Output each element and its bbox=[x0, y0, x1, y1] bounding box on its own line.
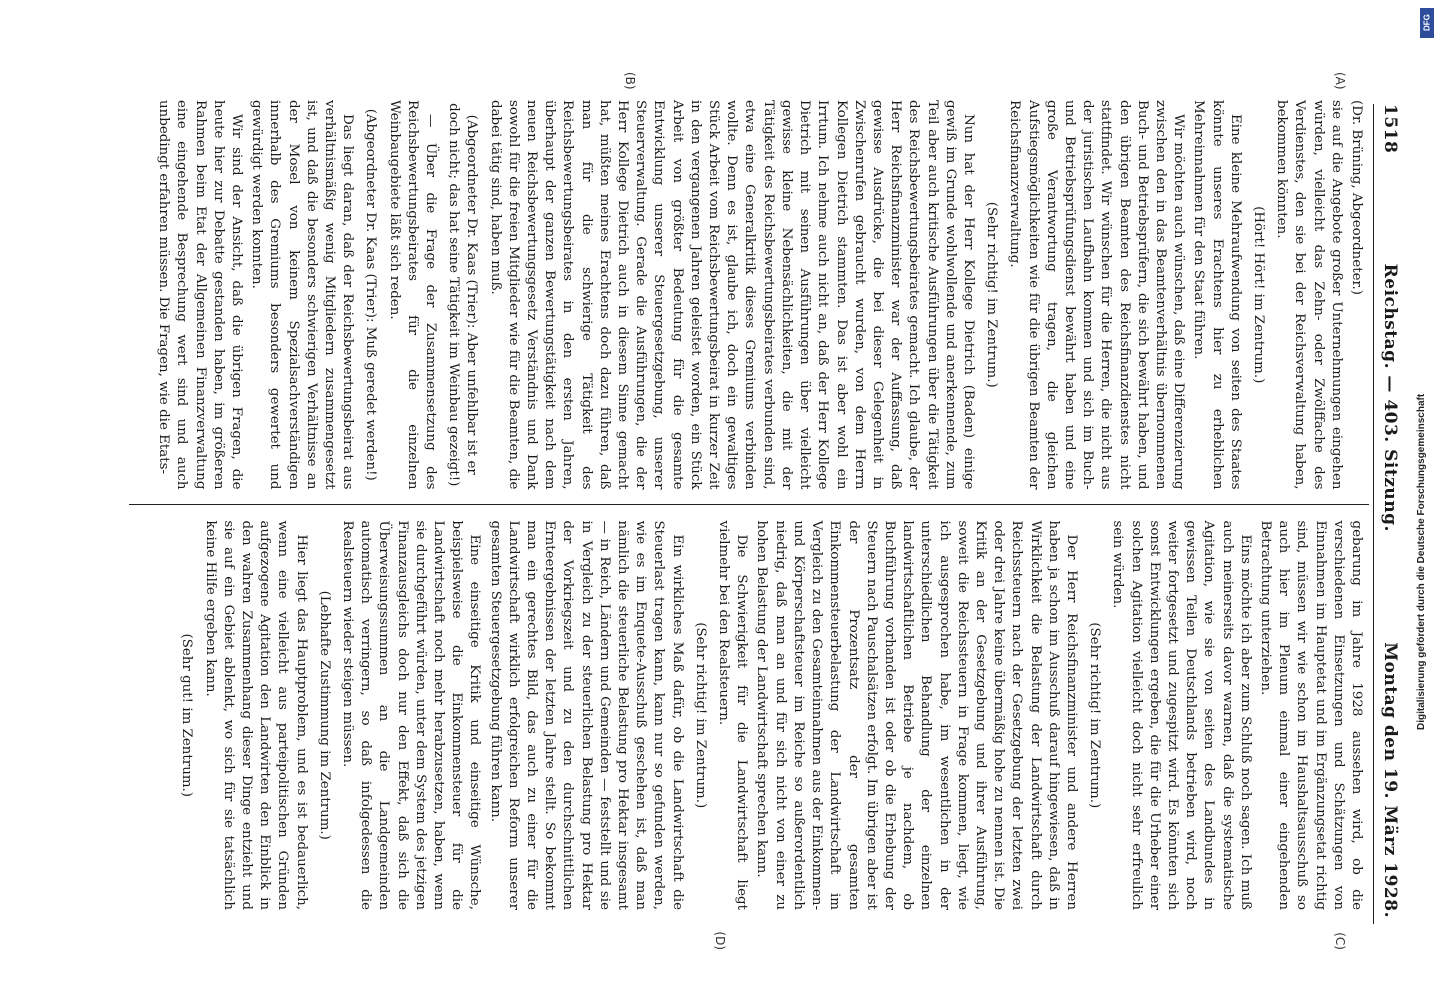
margin-marker-a: (A) bbox=[1333, 72, 1347, 90]
speaker-line: (Dr. Brüning, Abgeordneter.) bbox=[1349, 100, 1364, 295]
margin-marker-b: (B) bbox=[623, 72, 637, 90]
interjection: (Sehr richtig! im Zentrum.) bbox=[984, 201, 1000, 388]
page-date: Montag den 19. März 1928. bbox=[1380, 642, 1400, 918]
paragraph: Wir sind der Ansicht, daß die übrigen Fragen, die heute hier zur Debatte gestanden haben, im größeren Rahmen beim Etat der Allgemeinen Finanzverwaltung eine eingehende Besprechung wert sind und auch unbedingt erfahren müssen. Die Fragen, wie die Etats- bbox=[156, 100, 245, 490]
interjection: (Sehr gut! im Zentrum.) bbox=[179, 633, 195, 797]
paragraph: Eine kleine Mehraufwendung von seiten des Staates könnte unseres Erachtens hier zu erheblichen Mehreinnahmen für den Staat führen. bbox=[1191, 100, 1243, 490]
document-page bbox=[88, 54, 1418, 954]
paragraph: Das liegt daran, daß der Reichsbewertungsbeirat aus verhältnismäßig wenig Mitgliedern zusammengesetzt ist, und daß die besonders schwierigen Verhältnisse an der Mosel von keinem Spezialsachverständigen innerhalb des Gremiums besonders gewertet und gewürdigt werden konnten. bbox=[249, 100, 356, 490]
interjection: (Sehr richtig! im Zentrum.) bbox=[692, 622, 708, 809]
paragraph: Der Herr Reichsfinanzminister und andere Herren haben ja schon im Ausschuß darauf hingewiesen, daß in Wirklichkeit die Belastung der Landwirtschaft durch Reichssteuern nach der Gesetzgebung der letzten zwei oder drei Jahre keine übermäßig hohe zu nennen ist. Die Kritik an der Gesetzgebung und ihrer Ausführung, soweit die Reichssteuern in Frage kommen, liegt, wie ich ausgesprochen habe, im wesentlichen in der unterschiedlichen Behandlung der einzelnen landwirtschaftlichen Betriebe je nachdem, ob Buchführung vorhanden ist oder ob die Erhebung der Steuern nach Pauschalsätzen erfolgt. Im übrigen aber ist der Prozentsatz der gesamten Einkommensteuerbelastung der Landwirtschaft im Vergleich zu den Gesamteinnahmen aus der Einkommen- und Körperschaftsteuer im Reiche so außerordentlich niedrig, daß man an und für sich nicht von einer zu hohen Belastung der Landwirtschaft sprechen kann. bbox=[754, 520, 1079, 910]
interjection: (Abgeordneter Dr. Kaas (Trier): Muß geredet werden!) bbox=[363, 108, 379, 481]
margin-marker-d: (D) bbox=[713, 931, 727, 950]
page-number: 1518 bbox=[1380, 104, 1400, 154]
paragraph: gebarung im Jahre 1928 aussehen wird, ob die verschiedenen Einsetzungen und Schätzungen von Einnahmen im Hauptetat und im Ergänzungsetat richtig sind, müssen wir wie schon im Haushaltsausschuß so auch hier im Plenum einmal einer eingehenden Betrachtung unterziehen. bbox=[1257, 520, 1364, 910]
digitization-strip bbox=[1408, 10, 1434, 990]
paragraph: Wir möchten auch wünschen, daß eine Differenzierung zwischen den in das Beamtenverhältnis übernommenen Buch- und Betriebsprüfern, die sich bewährt haben, und den übrigen Beamten des Reichsfinanzdienstes nicht stattfindet. Wir wünschen für die Herren, die nicht aus der juristischen Laufbahn kommen und sich im Buch- und Betriebsprüfungsdienst bewährt haben und eine große Verantwortung tragen, die gleichen Aufstiegsmöglichkeiten wie für die übrigen Beamten der Reichsfinanzverwaltung. bbox=[1007, 100, 1187, 490]
page-title: Reichstag. — 403. Sitzung. bbox=[1380, 263, 1400, 532]
page-header bbox=[1374, 84, 1400, 924]
header-rule bbox=[1373, 104, 1374, 924]
paragraph: Die Schwierigkeit für die Landwirtschaft liegt vielmehr bei den Realsteuern. bbox=[716, 520, 750, 910]
paragraph: Hier liegt das Hauptproblem, und es ist bedauerlich, wenn eine vielleicht aus parteipolitischen Gründen aufgezogene Agitation den Landwirten den Einblick in den wahren Zusammenhang dieser Dinge entzieht und sie auf ein Gebiet ablenkt, wo sich für sie tatsächlich keine Hilfe ergeben kann. bbox=[202, 520, 309, 910]
paragraph: Eine einseitige Kritik und einseitige Wünsche, beispielsweise die Einkommensteuer für die Landwirtschaft noch mehr herabzusetzen, haben, wenn sie durchgeführt würden, unter dem System des jetzigen Finanzausgleichs doch nur den Effekt, daß sich die Überweisungssummen an die Landgemeinden automatisch verringern, so daß infolgedessen die Realsteuern wieder steigen müssen. bbox=[340, 520, 483, 910]
text-columns bbox=[129, 72, 1369, 950]
interjection: (Sehr richtig! im Zentrum.) bbox=[1087, 622, 1103, 809]
interjection: (Hört! Hört! im Zentrum.) bbox=[1250, 206, 1266, 384]
column-right bbox=[129, 504, 1369, 950]
digitization-note: Digitalisierung gefördert durch die Deutsche Forschungsgemeinschaft bbox=[1416, 393, 1427, 730]
dfg-logo: DFG bbox=[1420, 8, 1434, 38]
margin-marker-c: (C) bbox=[1333, 932, 1347, 950]
paragraph: Eins möchte ich aber zum Schluß noch sagen. Ich muß auch meinerseits davor warnen, daß die systematische Agitation, wie sie von seiten des Landbundes in gewissen Teilen Deutschlands betrieben wird, noch weiter fortgesetzt und zugespitzt wird. Es könnten sich sonst Entwicklungen ergeben, die für die Urheber einer solchen Agitation vielleicht doch nicht sehr erfreulich sein würden. bbox=[1110, 520, 1253, 910]
paragraph: Nun hat der Herr Kollege Dietrich (Baden) einige gewiß im Grunde wohlwollende und anerkennende, zum Teil aber auch kritische Ausführungen über die Tätigkeit des Reichsbewertungsbeirates gemacht. Ich glaube, der Herr Reichsfinanzminister war der Auffassung, daß gewisse Ausdrücke, die bei dieser Gelegenheit in Zwischenrufen gebraucht wurden, von dem Herrn Kollegen Dietrich stammten. Das ist aber wohl ein Irrtum. Ich nehme auch nicht an, daß der Herr Kollege Dietrich mit seinen Ausführungen über vielleicht gewisse kleine Nebensächlichkeiten, die mit der Tätigkeit des Reichsbewertungsbeirates verbunden sind, etwa eine Generalkritik dieses Gremiums verbinden wollte. Denn es ist, glaube ich, doch ein gewaltiges Stück Arbeit vom Reichsbewertungsbeirat in kurzer Zeit in den vergangenen Jahren geleistet worden, ein Stück Arbeit von größter Bedeutung für die gesamte Entwicklung unserer Steuergesetzgebung, unserer Steuerverwaltung. Gerade die Ausführungen, die der Herr Kollege Dietrich auch in diesem Sinne gemacht hat, müßten meines Erachtens doch dazu führen, daß man für die schwierige Tätigkeit des Reichsbewertungsbeirates in den ersten Jahren, überhaupt der ganzen Bewertungstätigkeit nach dem neuen Reichsbewertungsgesetz Verständnis und Dank sowohl für die freien Mitglieder wie für die Beamten, die dabei tätig sind, haben muß. bbox=[487, 100, 976, 490]
column-left bbox=[129, 72, 1369, 504]
interjection: (Abgeordneter Dr. Kaas (Trier): Aber unfehlbar ist er doch nicht; das hat seine Tätigkeit im Weinbau gezeigt!) bbox=[446, 103, 480, 487]
paragraph: Ein wirkliches Maß dafür, ob die Landwirtschaft die Steuerlast tragen kann, kann nur so gefunden werden, wie es im Enquete-Ausschuß geschehen ist, daß man nämlich die steuerliche Belastung pro Hektar insgesamt — in Reich, Ländern und Gemeinden — feststellt und sie in Vergleich zu der steuerlichen Belastung pro Hektar der Vorkriegszeit und zu den durchschnittlichen Ernteergebnissen der letzten Jahre stellt. So bekommt man ein gerechtes Bild, das auch zu einer für die Landwirtschaft wirklich erfolgreichen Reform unserer gesamten Steuergesetzgebung führen kann. bbox=[487, 520, 685, 910]
paragraph: — Über die Frage der Zusammensetzung des Reichsbewertungsbeirates für die einzelnen Weinbaugebiete läßt sich reden. bbox=[386, 100, 439, 490]
interjection: (Lebhafte Zustimmung im Zentrum.) bbox=[316, 590, 332, 840]
paragraph: sie auf die Angebote großer Unternehmungen eingehen würden, vielleicht das Zehn- oder Zwölffache des Verdienstes, den sie bei der Reichsverwaltung haben, bekommen könnten. bbox=[1274, 100, 1344, 490]
